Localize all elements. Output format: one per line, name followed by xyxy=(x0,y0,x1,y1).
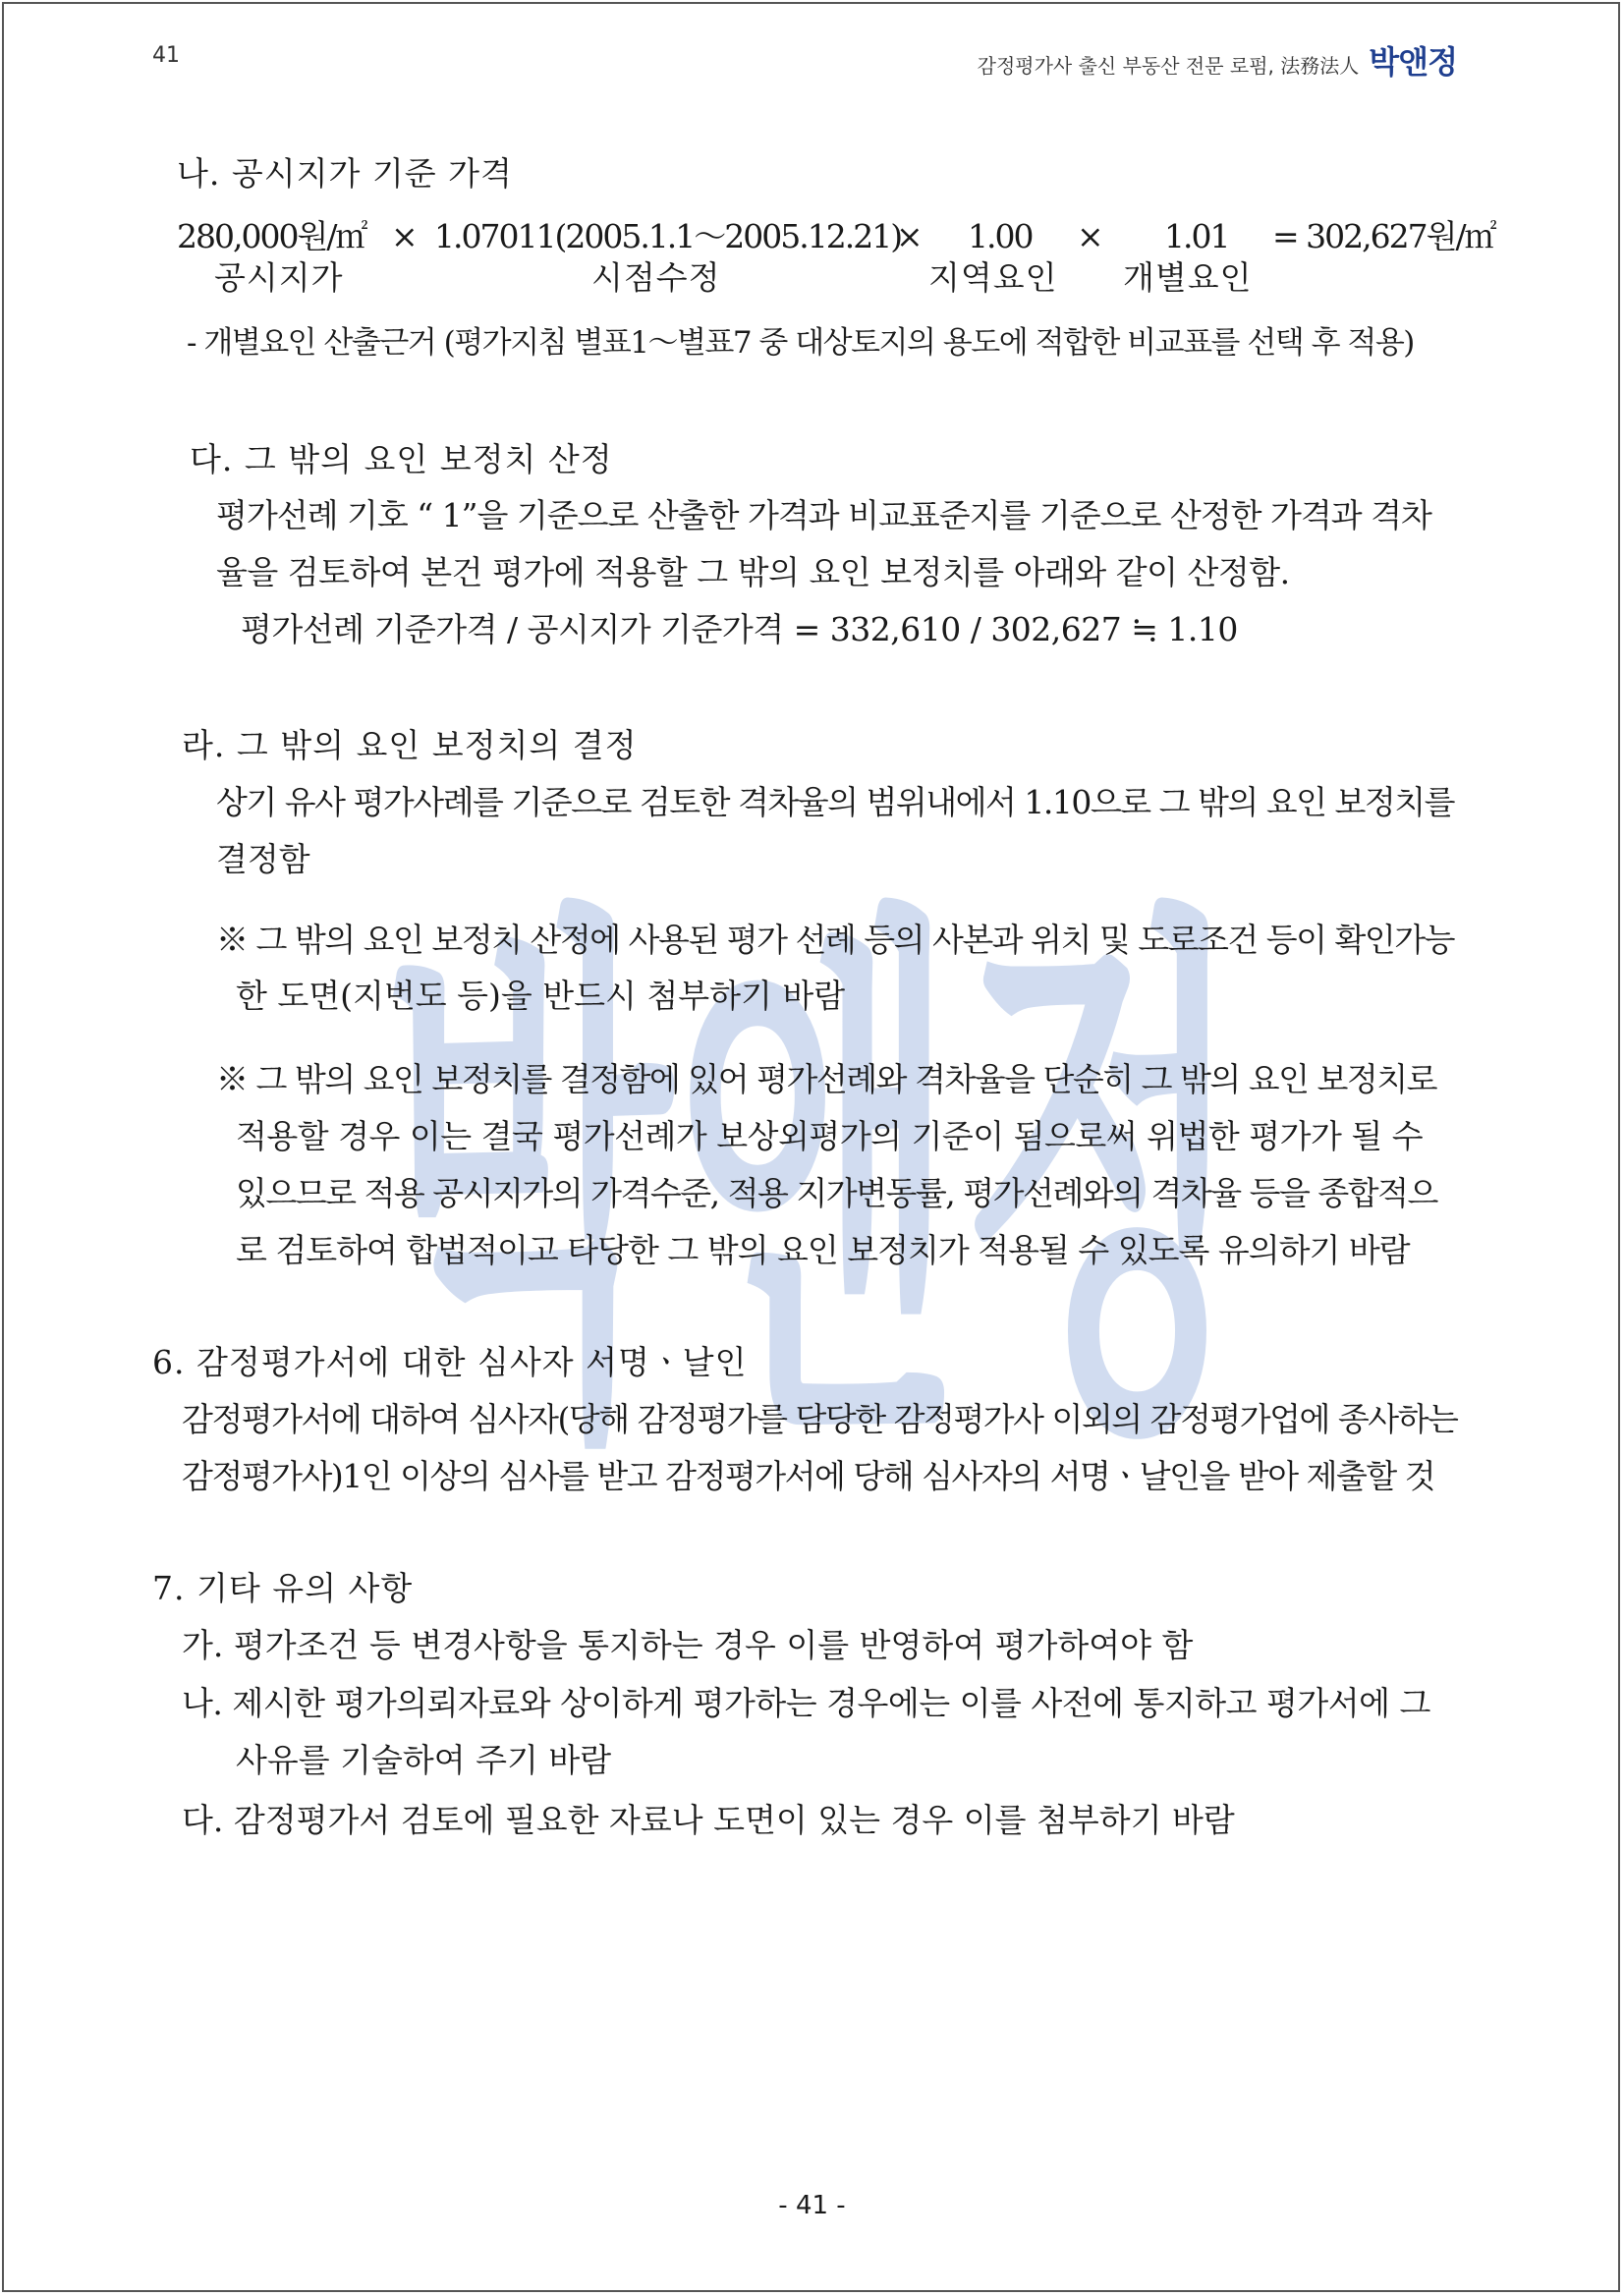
section-da-body-2: 율을 검토하여 본건 평가에 적용할 그 밖의 요인 보정치를 아래와 같이 산정함. xyxy=(216,553,1290,591)
label-individual: 개별요인 xyxy=(1123,258,1253,297)
section-da-body-1: 평가선례 기호 “ 1”을 기준으로 산출한 가격과 비교표준지를 기준으로 산정한 가격과 격차 xyxy=(216,496,1431,534)
section-ra-body-1: 상기 유사 평가사례를 기준으로 검토한 격차율의 범위내에서 1.10으로 그 밖의 요인 보정치를 xyxy=(216,783,1454,821)
section-6-title: 6. 감정평가서에 대한 심사자 서명ㆍ날인 xyxy=(152,1343,748,1381)
section-ra-note1-line2: 한 도면(지번도 등)을 반드시 첨부하기 바람 xyxy=(236,977,846,1015)
header-page-number: 41 xyxy=(152,43,180,68)
section-ra-title: 라. 그 밖의 요인 보정치의 결정 xyxy=(182,726,638,764)
section-na-note: - 개별요인 산출근거 (평가지침 별표1～별표7 중 대상토지의 용도에 적합한 비교표를 선택 후 적용) xyxy=(187,325,1414,361)
footer-page-number: - 41 - xyxy=(778,2191,846,2220)
section-ra-note2-line2: 적용할 경우 이는 결국 평가선례가 보상외평가의 기준이 됨으로써 위법한 평가가 될 수 xyxy=(236,1117,1424,1155)
watermark-text: 박앤정 xyxy=(383,866,1248,1506)
section-ra-body-2: 결정함 xyxy=(216,840,310,878)
formula-base-value: 280,000원/㎡ xyxy=(177,217,366,255)
section-ra-note2-line1: ※ 그 밖의 요인 보정치를 결정함에 있어 평가선례와 격차율을 단순히 그 밖의 요인 보정치로 xyxy=(216,1060,1436,1098)
formula-multiply-1: × xyxy=(391,217,419,255)
formula-time-factor: 1.07011(2005.1.1～2005.12.21) xyxy=(434,217,902,255)
section-7-item-na-line2: 사유를 기술하여 주기 바람 xyxy=(236,1741,612,1779)
section-6-body-2: 감정평가사)1인 이상의 심사를 받고 감정평가서에 당해 심사자의 서명ㆍ날인을 받아 제출할 것 xyxy=(182,1457,1435,1495)
header-branding xyxy=(978,37,1457,83)
formula-multiply-2: × xyxy=(896,217,924,255)
label-base-price: 공시지가 xyxy=(214,258,344,297)
formula-result: = 302,627원/㎡ xyxy=(1272,217,1495,255)
label-regional: 지역요인 xyxy=(928,258,1058,297)
section-na-title: 나. 공시지가 기준 가격 xyxy=(177,154,513,193)
formula-individual-factor: 1.01 xyxy=(1164,217,1229,255)
section-ra-note2-line3: 있으므로 적용 공시지가의 가격수준, 적용 지가변동률, 평가선례와의 격차율 등을 종합적으 xyxy=(236,1174,1437,1212)
section-7-item-ga: 가. 평가조건 등 변경사항을 통지하는 경우 이를 반영하여 평가하여야 함 xyxy=(182,1626,1194,1664)
section-7-item-na-line1: 나. 제시한 평가의뢰자료와 상이하게 평가하는 경우에는 이를 사전에 통지하고 평가서에 그 xyxy=(182,1684,1430,1722)
label-time-adjust: 시점수정 xyxy=(591,258,721,297)
header-brand-logo: 박앤정 xyxy=(1369,43,1457,81)
section-ra-note2-line4: 로 검토하여 합법적이고 타당한 그 밖의 요인 보정치가 적용될 수 있도록 유의하기 바람 xyxy=(236,1231,1410,1269)
section-6-body-1: 감정평가서에 대하여 심사자(당해 감정평가를 담당한 감정평가사 이외의 감정평가업에 종사하는 xyxy=(182,1400,1458,1438)
header-tagline: 감정평가사 출신 부동산 전문 로펌, 法務法人 xyxy=(977,54,1360,78)
section-da-title: 다. 그 밖의 요인 보정치 산정 xyxy=(190,440,613,478)
section-7-item-da: 다. 감정평가서 검토에 필요한 자료나 도면이 있는 경우 이를 첨부하기 바람 xyxy=(182,1801,1235,1839)
formula-multiply-3: × xyxy=(1077,217,1104,255)
section-da-calc: 평가선례 기준가격 / 공시지가 기준가격 = 332,610 / 302,627 ≒ 1.10 xyxy=(241,610,1238,648)
section-7-title: 7. 기타 유의 사항 xyxy=(152,1569,414,1607)
section-ra-note1-line1: ※ 그 밖의 요인 보정치 산정에 사용된 평가 선례 등의 사본과 위치 및 도로조건 등이 확인가능 xyxy=(216,921,1454,959)
formula-regional-factor: 1.00 xyxy=(968,217,1033,255)
